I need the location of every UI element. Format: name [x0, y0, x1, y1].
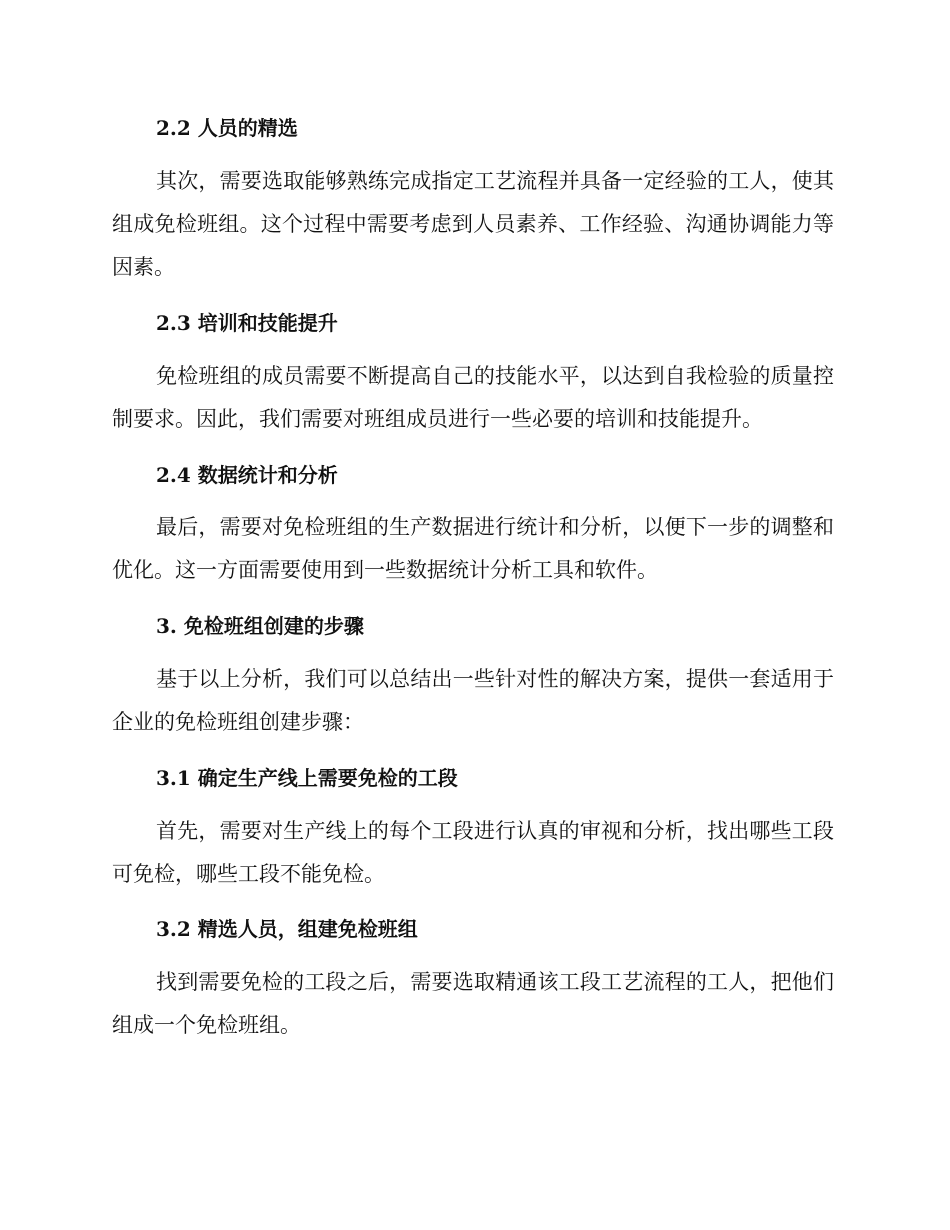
- section-heading: 3.1 确定生产线上需要免检的工段: [156, 766, 458, 790]
- section-paragraph: 基于以上分析，我们可以总结出一些针对性的解决方案，提供一套适用于企业的免检班组创建步骤：: [112, 667, 834, 734]
- section-heading: 2.2 人员的精选: [156, 116, 298, 140]
- section-heading: 3. 免检班组创建的步骤: [156, 614, 364, 638]
- section-paragraph: 最后，需要对免检班组的生产数据进行统计和分析，以便下一步的调整和优化。这一方面需要使用到一些数据统计分析工具和软件。: [112, 515, 834, 582]
- section-paragraph: 免检班组的成员需要不断提高自己的技能水平，以达到自我检验的质量控制要求。因此，我们需要对班组成员进行一些必要的培训和技能提升。: [112, 364, 834, 431]
- section-heading: 2.4 数据统计和分析: [156, 463, 338, 487]
- section-paragraph: 找到需要免检的工段之后，需要选取精通该工段工艺流程的工人，把他们组成一个免检班组。: [112, 970, 834, 1037]
- section-paragraph: 首先，需要对生产线上的每个工段进行认真的审视和分析，找出哪些工段可免检，哪些工段不能免检。: [112, 819, 834, 886]
- section-paragraph: 其次，需要选取能够熟练完成指定工艺流程并具备一定经验的工人，使其组成免检班组。这个过程中需要考虑到人员素养、工作经验、沟通协调能力等因素。: [112, 169, 834, 279]
- section-heading: 3.2 精选人员，组建免检班组: [156, 917, 418, 941]
- section-heading: 2.3 培训和技能提升: [156, 311, 338, 335]
